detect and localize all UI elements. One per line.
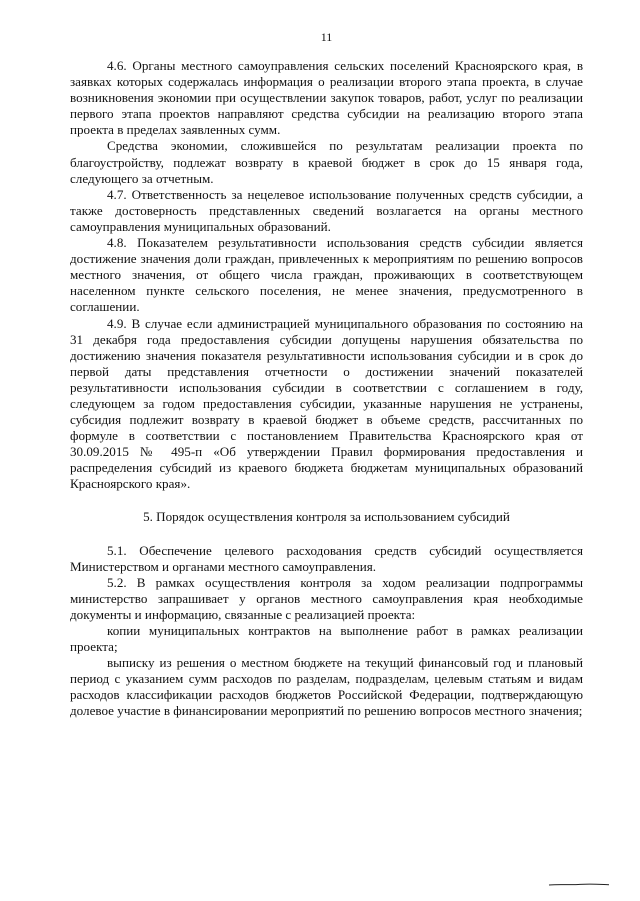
- paragraph-4-8: 4.8. Показателем результативности использования средств субсидии является достижение значения доли граждан, привлеченных к мероприятиям по решению вопросов местного значения, от общего числа граждан, проживающих в соответствующем населенном пункте сельского поселения, не менее значения, предусмотренного в соглашении.: [70, 235, 583, 315]
- paragraph-5-2: 5.2. В рамках осуществления контроля за ходом реализации подпрограммы министерство запрашивает у органов местного самоуправления края необходимые документы и информацию, связанные с реализацией проекта:: [70, 574, 583, 622]
- body-text-bottom: [70, 543, 583, 720]
- paragraph-4-9: 4.9. В случае если администрацией муниципального образования по состоянию на 31 декабря года предоставления субсидии допущены нарушения обязательства по достижению значения показателя результативности использования субсидии и в срок до первой даты представления отчетности о достижении значений показателей результативности использования субсидии в соответствии с соглашением в году, следующем за годом предоставления субсидии, указанные нарушения не устранены, субсидия подлежит возврату в краевой бюджет в объеме средств, рассчитанных по формуле в соответствии с постановлением Правительства Красноярского края от 30.09.2015 № 495-п «Об утверждении Правил формирования предоставления и распределения субсидий из краевого бюджета бюджетам муниципальных образований Красноярского края».: [70, 315, 583, 492]
- section-5-heading: 5. Порядок осуществления контроля за использованием субсидий: [143, 508, 510, 524]
- body-text-top: [70, 58, 583, 493]
- paragraph-4-7: 4.7. Ответственность за нецелевое использование полученных средств субсидии, а также достоверность представленных сведений возлагается на органы местного самоуправления муниципальных образований.: [70, 186, 583, 234]
- signature-mark: [548, 883, 610, 886]
- paragraph-economy-return: Средства экономии, сложившейся по результатам реализации проекта по благоустройству, подлежат возврату в краевой бюджет в срок до 15 января года, следующего за отчетным.: [70, 138, 583, 186]
- page-number: 11: [320, 30, 333, 44]
- list-item-contracts: копии муниципальных контрактов на выполнение работ в рамках реализации проекта;: [70, 623, 583, 655]
- document-page: [70, 30, 583, 720]
- paragraph-5-1: 5.1. Обеспечение целевого расходования средств субсидий осуществляется Министерством и органами местного самоуправления.: [70, 542, 583, 574]
- list-item-budget-extract: выписку из решения о местном бюджете на текущий финансовый год и плановый период с указанием сумм расходов по разделам, подразделам, целевым статьям и видам расходов классификации расходов бюджетов Российской Федерации, подтверждающую долевое участие в финансировании мероприятий по решению вопросов местного значения;: [70, 655, 583, 719]
- paragraph-4-6: 4.6. Органы местного самоуправления сельских поселений Красноярского края, в заявках которых содержалась информация о реализации второго этапа проекта, в случае возникновения экономии при осуществлении закупок товаров, работ, услуг по реализации первого этапа проектов направляют средства субсидии на реализацию второго этапа проекта в пределах заявленных сумм.: [70, 58, 583, 138]
